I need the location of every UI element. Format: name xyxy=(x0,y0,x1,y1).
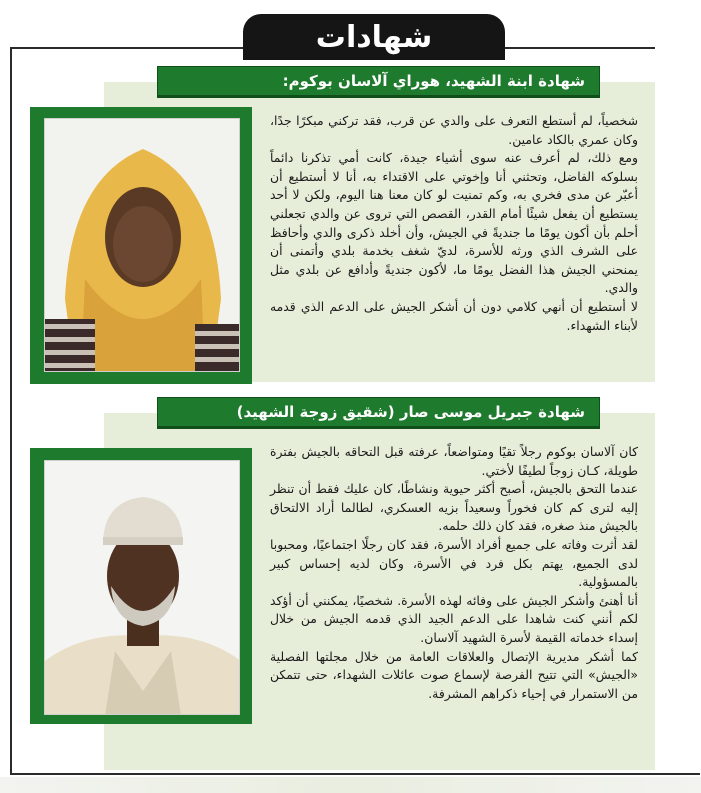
section2-body xyxy=(270,443,638,703)
section2-paragraph: أنا أهنئ وأشكر الجيش على وفائه لهذه الأسرة. شخصيًا، يمكنني أن أؤكد لكم أنني كنت شاهدا على الدعم الجيد الذي قدمه الجيش من خلال إسداء خدماته القيمة لأسرة الشهيد آلاسان. xyxy=(270,592,638,645)
portrait-woman-illustration xyxy=(45,119,240,372)
portrait-man-illustration xyxy=(45,461,240,715)
section1-heading: شهادة ابنة الشهيد، هوراي آلاسان بوكوم: xyxy=(282,72,585,90)
section1-paragraph: شخصياً، لم أستطع التعرف على والدي عن قرب، فقد تركني مبكرًا جدًا، وكان عمري بالكاد عامين. xyxy=(270,113,638,147)
frame-line-left xyxy=(10,47,12,775)
page-title-text: شهادات xyxy=(315,19,433,55)
section2-paragraph: عندما التحق بالجيش، أصبح أكثر حيوية ونشاطًا، كان عليك فقط أن تنظر إليه لترى كم كان فخوراً وسعيداً بزيه العسكري، لطالما أراد الالتحاق بالجيش منذ صغره، فقد كان ذلك حلمه. xyxy=(270,481,638,534)
frame-line-right-top xyxy=(505,47,655,49)
section1-paragraph: لا أستطيع أن أنهي كلامي دون أن أشكر الجيش على الدعم الذي قدمه لأبناء الشهداء. xyxy=(270,298,638,333)
brother-in-law-photo xyxy=(44,460,240,715)
section1-paragraph: ومع ذلك، لم أعرف عنه سوى أشياء جيدة، كانت أمي تذكرنا دائماً بسلوكه الفاضل، وتحثني أنا وإخوتي على الاقتداء به، أنا لا أستطيع أن أعبّر عن مدى فخري به، وكم تمنيت لو كان معنا هنا اليوم، ولكن لا أحد يستطيع أن يفعل شيئًا أمام القدر، القصص التي تروى عن والدي تجعلني أحلم بأن أكون يومًا ما جنديةً في الجيش، وأن أخلد ذكرى والدي وأحافظ على الشرف الذي ورثه للأسرة، لديّ شغف بخدمة بلدي وأتمنى أن يمنحني الجيش هذا الفضل يومًا ما، لأكون جنديةً وأدافع عن بلدي مثل والدي. xyxy=(270,150,638,296)
section2-heading-bar xyxy=(157,397,600,427)
daughter-photo xyxy=(44,118,240,372)
section1-heading-bar xyxy=(157,66,600,96)
page-title xyxy=(243,14,505,60)
section2-paragraph: كما أشكر مديرية الإتصال والعلاقات العامة من خلال مجلتها الفصلية «الجيش» التي تتيح الفرصة لإسماع صوت عائلات الشهداء، حتى تتمكن من الاستمرار في إحياء ذكراهم المشرفة. xyxy=(270,648,638,701)
frame-line-top xyxy=(10,47,244,49)
section2-paragraph: لقد أثرت وفاته على جميع أفراد الأسرة، فقد كان رجلًا اجتماعيًا، ومحبوبا لدى الجميع، يهتم بكل فرد في الأسرة، وكان لديه إحساس كبير بالمسؤولية. xyxy=(270,536,638,590)
bottom-decorative-strip xyxy=(0,777,701,793)
section2-paragraph: كان آلاسان بوكوم رجلاً تقيًا ومتواضعاً، عرفته قبل التحاقه بالجيش بفترة طويلة، كـان زوجاً لطيفًا لأختي. xyxy=(270,444,638,478)
frame-line-bottom xyxy=(10,773,700,775)
section2-heading: شهادة جبريل موسى صار (شقيق زوجة الشهيد) xyxy=(236,403,585,421)
section1-body xyxy=(270,112,638,335)
